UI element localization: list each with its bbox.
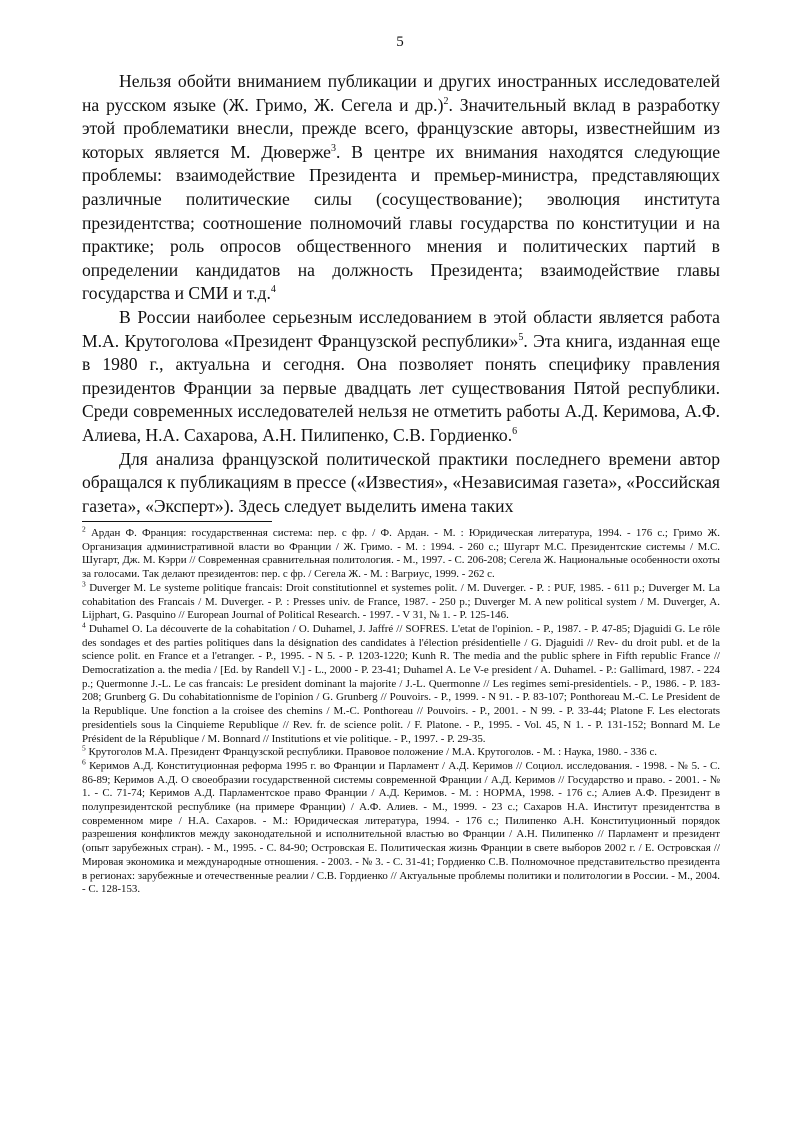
footnote-text: Duverger M. Le systeme politique francais: Droit constitutionnel et systemes polit. / M. Duverger. - P. : PUF, 1985. - 611 p.; Duverger M. La cohabitation des Francais / M. Duverger. - P. : Presses univ. de France, 1987. - 250 p.; Duverger M. A new political system / M. Duverger, A. Lijphart, G. Pasquino // European Journal of Political Research. - 1997. - V 31, № 1. - P. 125-146. bbox=[82, 581, 720, 622]
footnote-mark: 2 bbox=[82, 524, 86, 534]
footnote-text: Ардан Ф. Франция: государственная система: пер. с фр. / Ф. Ардан. - М. : Юридическая литература, 1994. - 176 с.; Гримо Ж. Организация административной власти во Франции / Ж. Гримо. - М. : 1994. - 260 с.; Шугарт М.С. Президентские системы / М.С. Шугарт, Дж. М. Кэрри // Современная сравнительная политология. - М., 1997. - С. 206-208; Сегела Ж. Национальные особенности охоты за голосами. Так делают президентов: пер. с фр. / Сегела Ж. - М. : Вагриус, 1999. - 262 с. bbox=[82, 527, 720, 581]
footnote-separator bbox=[82, 521, 272, 522]
text-run: . Эта книга, изданная еще в 1980 г., актуальна и сегодня. Она позволяет понять специфику правления президентов Франции за первые двадцать лет существования Пятой республики. Среди современных исследователей нельзя не отметить работы А.Д. Керимова, А.Ф. Алиева, Н.А. Сахарова, А.Н. Пилипенко, С.В. Гордиенко. bbox=[82, 330, 720, 445]
footnote-ref[interactable]: 6 bbox=[512, 426, 518, 438]
paragraph bbox=[82, 306, 720, 448]
footnote-ref[interactable]: 4 bbox=[270, 284, 276, 296]
footnote bbox=[82, 579, 720, 623]
paragraph bbox=[82, 448, 720, 519]
footnote bbox=[82, 524, 720, 582]
text-run: . В центре их внимания находятся следующие проблемы: взаимодействие Президента и премьер-министра, представляющих различные политические силы (сосуществование); эволюция института президентства; соотношение полномочий главы государства по конституции и на практике; роль опросов общественного мнения и политических партий в определении кандидатов на должность Президента; взаимодействие главы государства и СМИ и т.д. bbox=[82, 141, 720, 304]
footnote-text: Duhamel O. La découverte de la cohabitation / O. Duhamel, J. Jaffré // SOFRES. L'etat de l'opinion. - P., 1987. - P. 47-85; Djaguidi G. Le rôle des sondages et des parties politiques dans la désignation des candidates à l'élection présidentielle / G. Djaguidi // Rev- du droit publ. et de la science polit. en France et a l'etranger. - P., 1995. - N 5. - P. 1203-1220; Kunh R. The media and the public sphere in Fifth republic France // Democratization a. the media / [Ed. by Randell V.] - L., 2000 - P. 23-41; Duhamel A. Le V-e president / A. Duhamel. - P.: Gallimard, 1987. - 224 p.; Quermonne J.-L. Le cas francais: Le president dominant la majorite / J.-L. Quermonne // Les regimes semi-presidentiels. - P., 1986. - P. 183-208; Grunberg G. Du cohabitationnisme de l'opinion / G. Grunberg // Pouvoirs. - P., 1999. - N 91. - P. 83-107; Ponthoreau M.-C. Le President de la Republique. Une fonction a la croisee des chemins / M.-C. Ponthoreau // Pouvoirs. - P., 2001. - N 99. - P. 33-44; Platone F. Les electorats presidentiels sous la Cinquieme Republique // Rev. fr. de science polit. / F. Platone. - P., 1995. - Vol. 45, N 1. - P. 131-152; Bonnard M. Le Président de la République / M. Bonnard // Institutions et vie politique. - P., 1997. - P. 29-35. bbox=[82, 622, 720, 745]
footnote-ref[interactable]: 5 bbox=[518, 331, 524, 343]
footnote bbox=[82, 743, 720, 760]
footnote bbox=[82, 620, 720, 746]
footnote bbox=[82, 757, 720, 897]
text-run: . Значительный вклад в разработку этой проблематики внесли, прежде всего, французские авторы, известнейшим из которых является М. Дюверже bbox=[82, 94, 720, 162]
footnote-mark: 6 bbox=[82, 757, 86, 767]
text-run: Нельзя обойти вниманием публикации и других иностранных исследователей на русском языке (Ж. Гримо, Ж. Сегела и др.) bbox=[82, 71, 720, 115]
footnote-ref[interactable]: 3 bbox=[330, 142, 336, 154]
footnote-mark: 4 bbox=[82, 620, 86, 630]
footnotes bbox=[82, 524, 720, 897]
text-run: Для анализа французской политической практики последнего времени автор обращался к публикациям в прессе («Известия», «Независимая газета», «Российская газета», «Эксперт»). Здесь следует выделить имена таких bbox=[82, 448, 720, 516]
paragraph bbox=[82, 70, 720, 306]
footnote-text: Керимов А.Д. Конституционная реформа 1995 г. во Франции и Парламент / А.Д. Керимов // Социол. исследования. - 1998. - № 5. - С. 86-89; Керимов А.Д. О своеобразии государственной системы современной Франции / А.Д. Керимов // Государство и право. - 2001. - № 1. - С. 71-74; Керимов А.Д. Парламентское право Франции / А.Д. Керимов. - М. : НОРМА, 1998. - 176 с.; Алиев А.Ф. Президент в полупрезидентской республике (на примере Франции) / А.Ф. Алиев. - М., 1999. - 23 с.; Сахаров Н.А. Институт президентства в современном мире / Н.А. Сахаров. - М.: Юридическая литература, 1994. - 176 с.; Пилипенко А.Н. Конституционный порядок разрешения конфликтов между законодательной и исполнительной властью во Франции / А.Н. Пилипенко // Парламент и президент (опыт зарубежных стран). - М., 1995. - С. 84-90; Островская Е. Политическая жизнь Франции в свете выборов 2002 г. / Е. Островская // Мировая экономика и международные отношения. - 2003. - № 3. - С. 31-41; Гордиенко С.В. Полномочное представительство президента в регионах: зарубежные и отечественные реалии / С.В. Гордиенко // Актуальные проблемы политики и политологии в России. - М., 2004. - С. 128-153. bbox=[82, 759, 720, 896]
text-run: В России наиболее серьезным исследованием в этой области является работа М.А. Крутоголова «Президент Французской республики» bbox=[82, 306, 720, 351]
footnote-text: Крутоголов М.А. Президент Французской республики. Правовое положение / М.А. Крутоголов. - М. : Наука, 1980. - 336 с. bbox=[88, 746, 658, 759]
footnote-mark: 5 bbox=[82, 743, 86, 753]
footnote-mark: 3 bbox=[82, 579, 86, 589]
footnote-ref[interactable]: 2 bbox=[443, 95, 449, 107]
body-text bbox=[82, 70, 720, 518]
page-number: 5 bbox=[396, 34, 404, 50]
